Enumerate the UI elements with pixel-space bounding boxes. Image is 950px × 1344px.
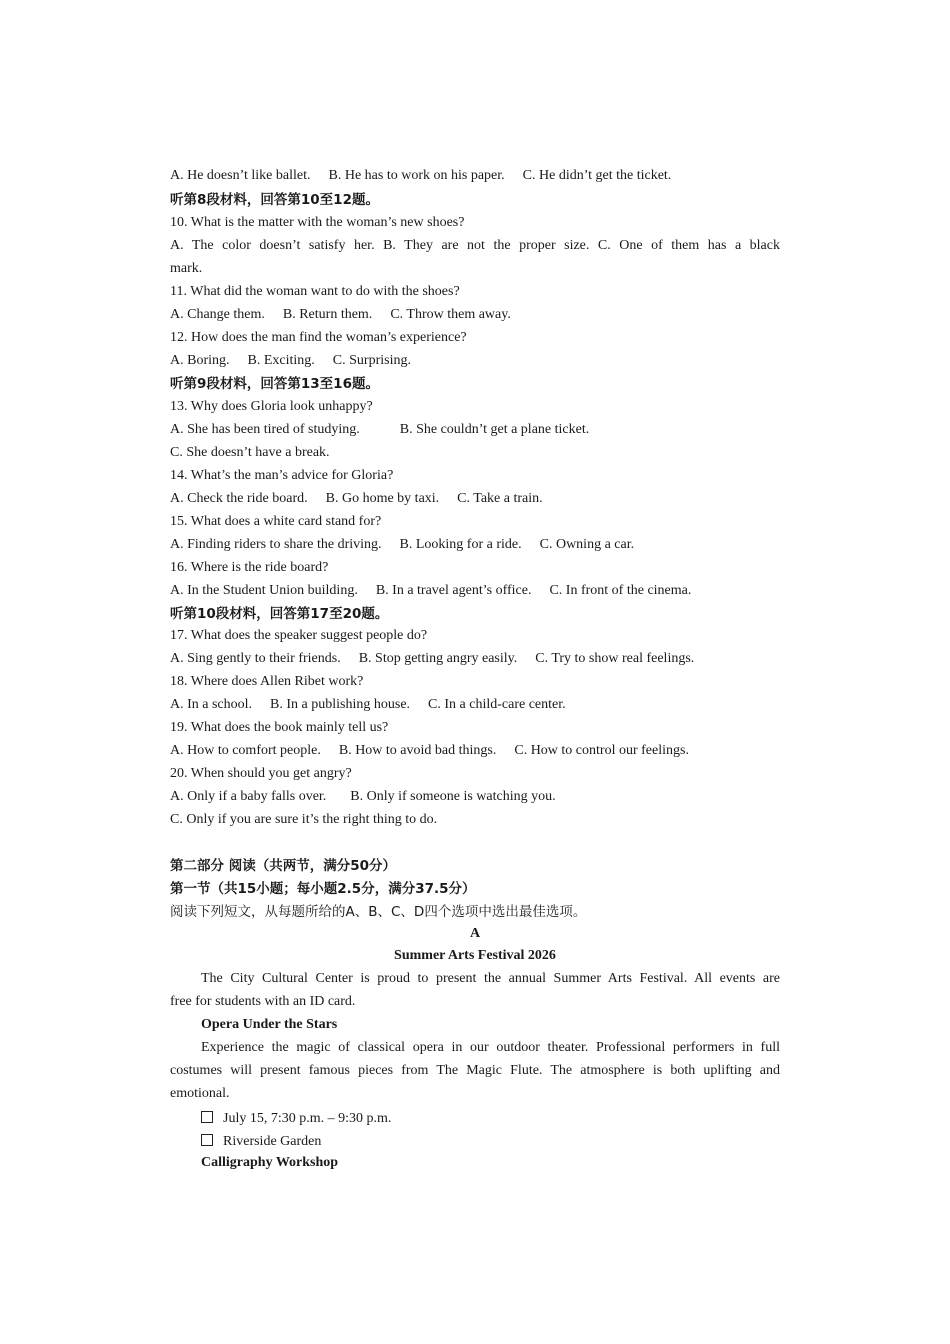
event-1-place: Riverside Garden <box>223 1134 322 1149</box>
q9-options <box>170 166 689 186</box>
option-a: A. Sing gently to their friends. <box>170 651 341 666</box>
q12-options <box>170 351 429 371</box>
option-c: C. Try to show real feelings. <box>535 651 695 666</box>
intro-line-2: free for students with an ID card. <box>170 994 356 1009</box>
section-1-title: 第一节（共15小题；每小题2.5分，满分37.5分） <box>170 881 476 897</box>
option-c: C. Take a train. <box>457 491 543 506</box>
q20-option-c: C. Only if you are sure it’s the right thing to do. <box>170 812 438 827</box>
option-a: A. Change them. <box>170 307 265 322</box>
event-1-time: July 15, 7:30 p.m. – 9:30 p.m. <box>223 1111 392 1126</box>
option-c: C. In a child-care center. <box>428 697 566 712</box>
question-15: 15. What does a white card stand for? <box>170 514 382 529</box>
option-a: A. Boring. <box>170 353 230 368</box>
option-a: A. Check the ride board. <box>170 491 308 506</box>
question-20: 20. When should you get angry? <box>170 766 352 781</box>
option-b: B. Exciting. <box>247 353 315 368</box>
option-b: B. Looking for a ride. <box>399 537 522 552</box>
option-b: B. How to avoid bad things. <box>338 743 497 758</box>
option-c: C. In front of the cinema. <box>549 583 692 598</box>
question-14: 14. What’s the man’s advice for Gloria? <box>170 468 394 483</box>
q13-options-ab <box>170 420 607 440</box>
question-19: 19. What does the book mainly tell us? <box>170 720 389 735</box>
event-1-title: Opera Under the Stars <box>201 1017 338 1032</box>
option-a: A. Only if a baby falls over. <box>170 789 327 804</box>
event-1-time-row <box>170 1109 391 1129</box>
question-10: 10. What is the matter with the woman’s new shoes? <box>170 215 465 230</box>
option-c: C. He didn’t get the ticket. <box>522 168 672 183</box>
passage-letter: A <box>469 926 481 941</box>
option-a: A. How to comfort people. <box>170 743 321 758</box>
q18-options <box>170 695 584 715</box>
question-16: 16. Where is the ride board? <box>170 560 329 575</box>
question-17: 17. What does the speaker suggest people do? <box>170 628 428 643</box>
option-b: B. Return them. <box>282 307 373 322</box>
q14-options <box>170 489 561 509</box>
option-b: B. She couldn’t get a plane ticket. <box>399 422 590 437</box>
option-b: B. In a publishing house. <box>270 697 411 712</box>
option-b: B. He has to work on his paper. <box>328 168 505 183</box>
option-a: A. In the Student Union building. <box>170 583 358 598</box>
option-b: B. Only if someone is watching you. <box>350 789 556 804</box>
option-b: B. Stop getting angry easily. <box>358 651 518 666</box>
option-c: C. Owning a car. <box>539 537 635 552</box>
section-9-heading: 听第9段材料，回答第13至16题。 <box>170 376 379 392</box>
reading-instruction: 阅读下列短文，从每题所给的A、B、C、D四个选项中选出最佳选项。 <box>170 904 587 920</box>
checkbox-icon <box>201 1111 213 1123</box>
option-b: B. Go home by taxi. <box>325 491 440 506</box>
section-10-heading: 听第10段材料，回答第17至20题。 <box>170 606 389 622</box>
section-8-heading: 听第8段材料，回答第10至12题。 <box>170 192 379 208</box>
option-a: A. In a school. <box>170 697 253 712</box>
question-11: 11. What did the woman want to do with the shoes? <box>170 284 460 299</box>
option-c: C. How to control our feelings. <box>514 743 689 758</box>
event-1-line-2: costumes will present famous pieces from The Magic Flute. The atmosphere is both uplifting and <box>170 1063 780 1078</box>
event-1-place-row <box>170 1132 321 1152</box>
q17-options <box>170 649 712 669</box>
question-18: 18. Where does Allen Ribet work? <box>170 674 364 689</box>
q10-options-line2: mark. <box>170 261 203 276</box>
event-1-line-3: emotional. <box>170 1086 230 1101</box>
option-c: C. Throw them away. <box>390 307 511 322</box>
question-12: 12. How does the man find the woman’s experience? <box>170 330 467 345</box>
question-13: 13. Why does Gloria look unhappy? <box>170 399 373 414</box>
passage-title: Summer Arts Festival 2026 <box>394 948 556 963</box>
event-1-line-1: Experience the magic of classical opera in our outdoor theater. Professional performers in full <box>201 1040 780 1055</box>
checkbox-icon <box>201 1134 213 1146</box>
intro-line-1: The City Cultural Center is proud to present the annual Summer Arts Festival. All events are <box>201 971 780 986</box>
q11-options <box>170 305 529 325</box>
q15-options <box>170 535 652 555</box>
option-a: A. Finding riders to share the driving. <box>170 537 382 552</box>
q13-option-c: C. She doesn’t have a break. <box>170 445 330 460</box>
q10-options-line1: A. The color doesn’t satisfy her. B. They are not the proper size. C. One of them has a black <box>170 238 780 253</box>
option-c: C. Surprising. <box>332 353 411 368</box>
option-b: B. In a travel agent’s office. <box>375 583 532 598</box>
q16-options <box>170 581 709 601</box>
option-a: A. She has been tired of studying. <box>170 422 360 437</box>
event-2-title: Calligraphy Workshop <box>201 1155 339 1170</box>
part-2-title: 第二部分 阅读（共两节，满分50分） <box>170 858 396 874</box>
q20-options-ab <box>170 787 574 807</box>
option-a: A. He doesn’t like ballet. <box>170 168 311 183</box>
q19-options <box>170 741 707 761</box>
